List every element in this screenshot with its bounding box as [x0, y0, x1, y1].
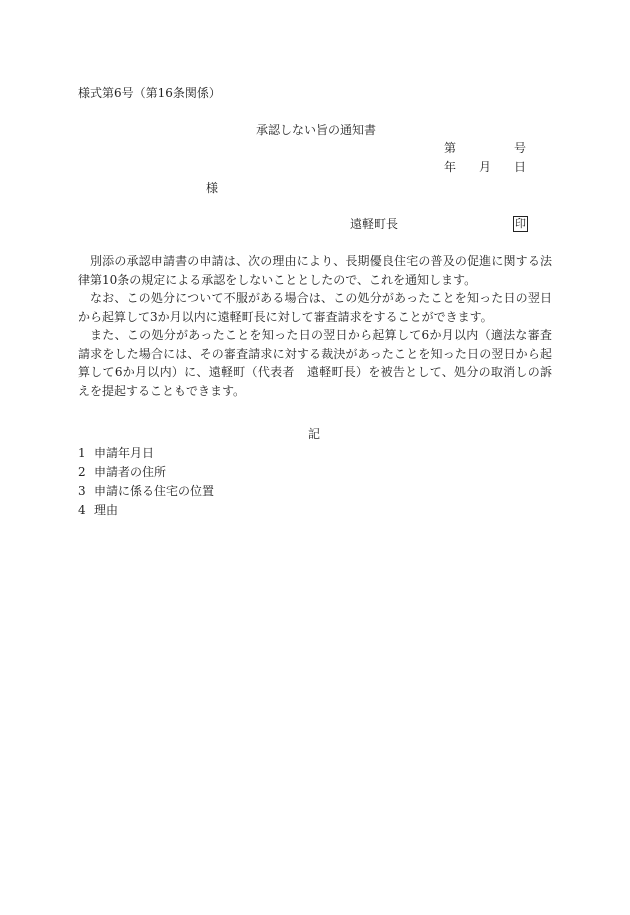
seal-glyph: 印 [515, 217, 526, 230]
document-number-prefix: 第 [444, 141, 457, 155]
paragraph-lawsuit: また、この処分があったことを知った日の翌日から起算して6か月以内（適法な審査請求をした場合には、その審査請求に対する裁決があったことを知った日の翌日から起算して6か月以内）に、遠軽町（代表者 遠軽町長）を被告として、処分の取消しの訴えを提起することもできます。 [78, 328, 552, 398]
date-year: 年 [444, 160, 457, 174]
form-reference: 様式第6号（第16条関係） [78, 86, 221, 100]
addressee-suffix: 様 [206, 181, 219, 195]
list-item [78, 482, 214, 500]
date-month: 月 [479, 160, 492, 174]
date-day: 日 [514, 160, 527, 174]
ki-heading: 記 [308, 427, 321, 441]
list-item [78, 463, 166, 481]
paragraph-reason: 別添の承認申請書の申請は、次の理由により、長期優良住宅の普及の促進に関する法律第10条の規定による承認をしないこととしたので、これを通知します。 [78, 254, 552, 287]
paragraph-appeal: なお、この処分について不服がある場合は、この処分があったことを知った日の翌日から起算して3か月以内に遠軽町長に対して審査請求をすることができます。 [78, 291, 552, 324]
document-number-suffix: 号 [514, 141, 527, 155]
document-title: 承認しない旨の通知書 [256, 123, 377, 137]
issuer-name: 遠軽町長 [350, 217, 399, 231]
seal-mark [513, 214, 528, 232]
list-item-number: 1 [78, 446, 86, 460]
list-item-number: 3 [78, 484, 86, 498]
list-item-label: 理由 [94, 503, 119, 517]
list-item-number: 4 [78, 503, 86, 517]
list-item-number: 2 [78, 465, 86, 479]
list-item [78, 444, 154, 462]
list-item [78, 501, 118, 519]
list-item-label: 申請者の住所 [94, 465, 167, 479]
list-item-label: 申請年月日 [94, 446, 155, 460]
list-item-label: 申請に係る住宅の位置 [94, 484, 215, 498]
